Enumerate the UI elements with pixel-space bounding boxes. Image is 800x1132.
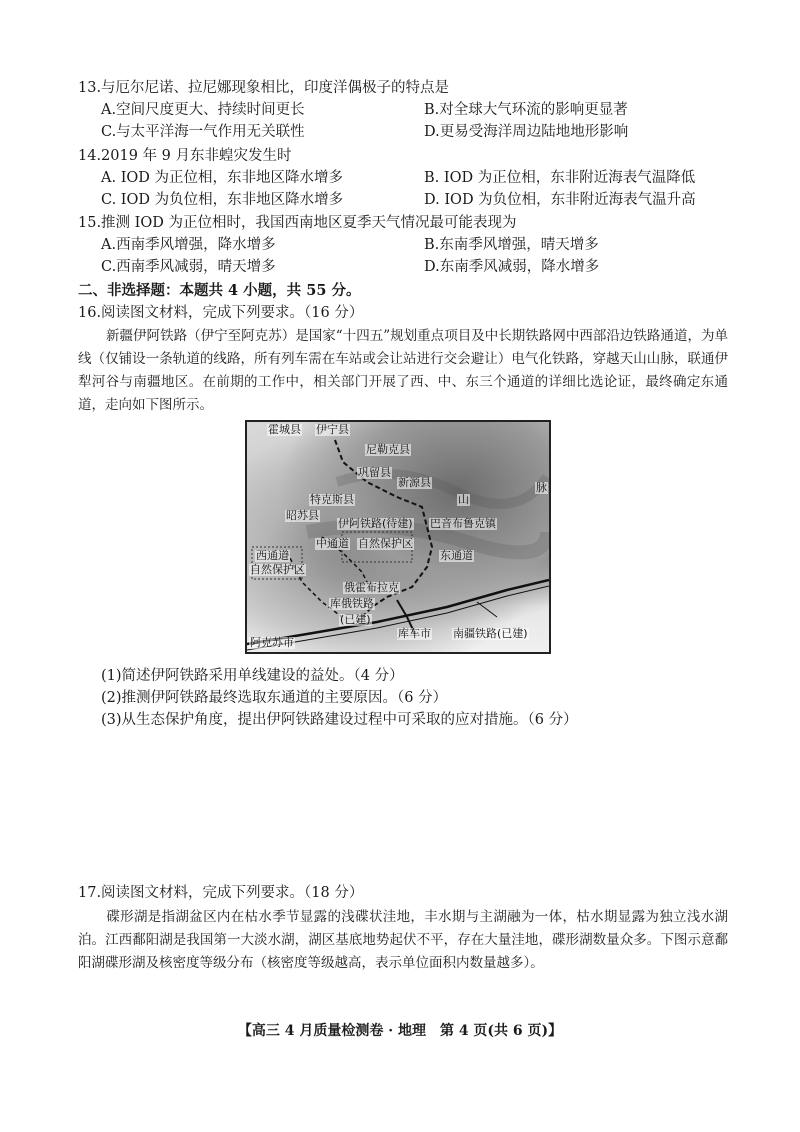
label-built: (已建) (340, 613, 371, 626)
q13-stem: 13.与厄尔尼诺、拉尼娜现象相比，印度洋偶极子的特点是 (78, 80, 450, 96)
q14-option-c: C. IOD 为负位相，东非地区降水增多 (101, 192, 344, 208)
label-west-channel: 西通道 (256, 549, 289, 562)
q14-stem: 14.2019 年 9 月东非蝗灾发生时 (78, 148, 292, 164)
q16-sub2: (2)推测伊阿铁路最终选取东通道的主要原因。（6 分） (101, 690, 448, 706)
label-reserve: 自然保护区 (358, 537, 413, 550)
label-akesu: 阿克苏市 (250, 636, 294, 649)
label-mid-channel: 中通道 (316, 537, 349, 550)
label-xinyuan: 新源县 (398, 476, 431, 489)
label-yining: 伊宁县 (316, 423, 349, 436)
label-huocheng: 霍城县 (268, 423, 301, 436)
label-mai: 脉 (536, 481, 547, 494)
label-bayinbuluke: 巴音布鲁克镇 (430, 517, 496, 530)
label-eboha: 俄霍布拉克 (344, 581, 399, 594)
q17-stem: 17.阅读图文材料，完成下列要求。（18 分） (78, 885, 364, 901)
q16-material-text: 新疆伊阿铁路（伊宁至阿克苏）是国家“十四五”规划重点项目及中长期铁路网中西部沿边铁路通道，为单线（仅铺设一条轨道的线路，所有列车需在车站或会让站进行交会避让）电气化铁路，穿越天山山脉，联通伊犁河谷与南疆地区。在前期的工作中，相关部门开展了西、中、东三个通道的详细比选论证，最终确定东通道，走向如下图所示。 (78, 328, 728, 413)
railway-route-map (245, 420, 551, 654)
label-east-channel: 东通道 (440, 549, 473, 562)
q15-option-a: A.西南季风增强，降水增多 (101, 237, 276, 253)
q16-stem: 16.阅读图文材料，完成下列要求。（16 分） (78, 305, 364, 321)
label-nileke: 尼勒克县 (366, 443, 410, 456)
q13-option-b: B.对全球大气环流的影响更显著 (424, 102, 628, 118)
label-tekesi: 特克斯县 (310, 493, 354, 506)
q14-option-a: A. IOD 为正位相，东非地区降水增多 (101, 170, 344, 186)
q15-option-c: C.西南季风减弱，晴天增多 (101, 259, 276, 275)
q15-option-d: D.东南季风减弱，降水增多 (424, 259, 600, 275)
label-nanjiang: 南疆铁路(已建) (453, 627, 528, 640)
q14-option-d: D. IOD 为负位相，东非附近海表气温升高 (424, 192, 696, 208)
q13-option-a: A.空间尺度更大、持续时间更长 (101, 102, 305, 118)
q15-stem: 15.推测 IOD 为正位相时，我国西南地区夏季天气情况最可能表现为 (78, 215, 517, 231)
q17-material-text: 碟形湖是指湖盆区内在枯水季节显露的浅碟状洼地，丰水期与主湖融为一体，枯水期显露为独立浅水湖泊。江西鄱阳湖是我国第一大淡水湖，湖区基底地势起伏不平，存在大量洼地，碟形湖数量众多。下图示意鄱阳湖碟形湖及核密度等级分布（核密度等级越高，表示单位面积内数量越多）。 (78, 909, 728, 971)
label-kue-railway: 库俄铁路 (330, 597, 374, 610)
q17-material (78, 906, 728, 975)
q14-option-b: B. IOD 为正位相，东非附近海表气温降低 (424, 170, 696, 186)
q13-option-c: C.与太平洋海一气作用无关联性 (101, 124, 305, 140)
label-west-reserve: 自然保护区 (250, 563, 305, 576)
q16-material (78, 325, 728, 417)
label-gongliu: 巩留县 (358, 466, 391, 479)
section-heading: 二、非选择题：本题共 4 小题，共 55 分。 (78, 282, 361, 299)
q16-sub3: (3)从生态保护角度，提出伊阿铁路建设过程中可采取的应对措施。（6 分） (101, 712, 578, 728)
label-zhaosu: 昭苏县 (286, 509, 319, 522)
label-yia-railway: 伊阿铁路(待建) (338, 517, 413, 530)
q16-sub1: (1)简述伊阿铁路采用单线建设的益处。（4 分） (101, 668, 404, 684)
label-kuche: 库车市 (398, 627, 431, 640)
q15-option-b: B.东南季风增强，晴天增多 (424, 237, 599, 253)
page-footer: 【高三 4 月质量检测卷 · 地理 第 4 页(共 6 页)】 (237, 1023, 563, 1039)
q13-option-d: D.更易受海洋周边陆地地形影响 (424, 124, 629, 140)
label-shan: 山 (458, 493, 469, 506)
